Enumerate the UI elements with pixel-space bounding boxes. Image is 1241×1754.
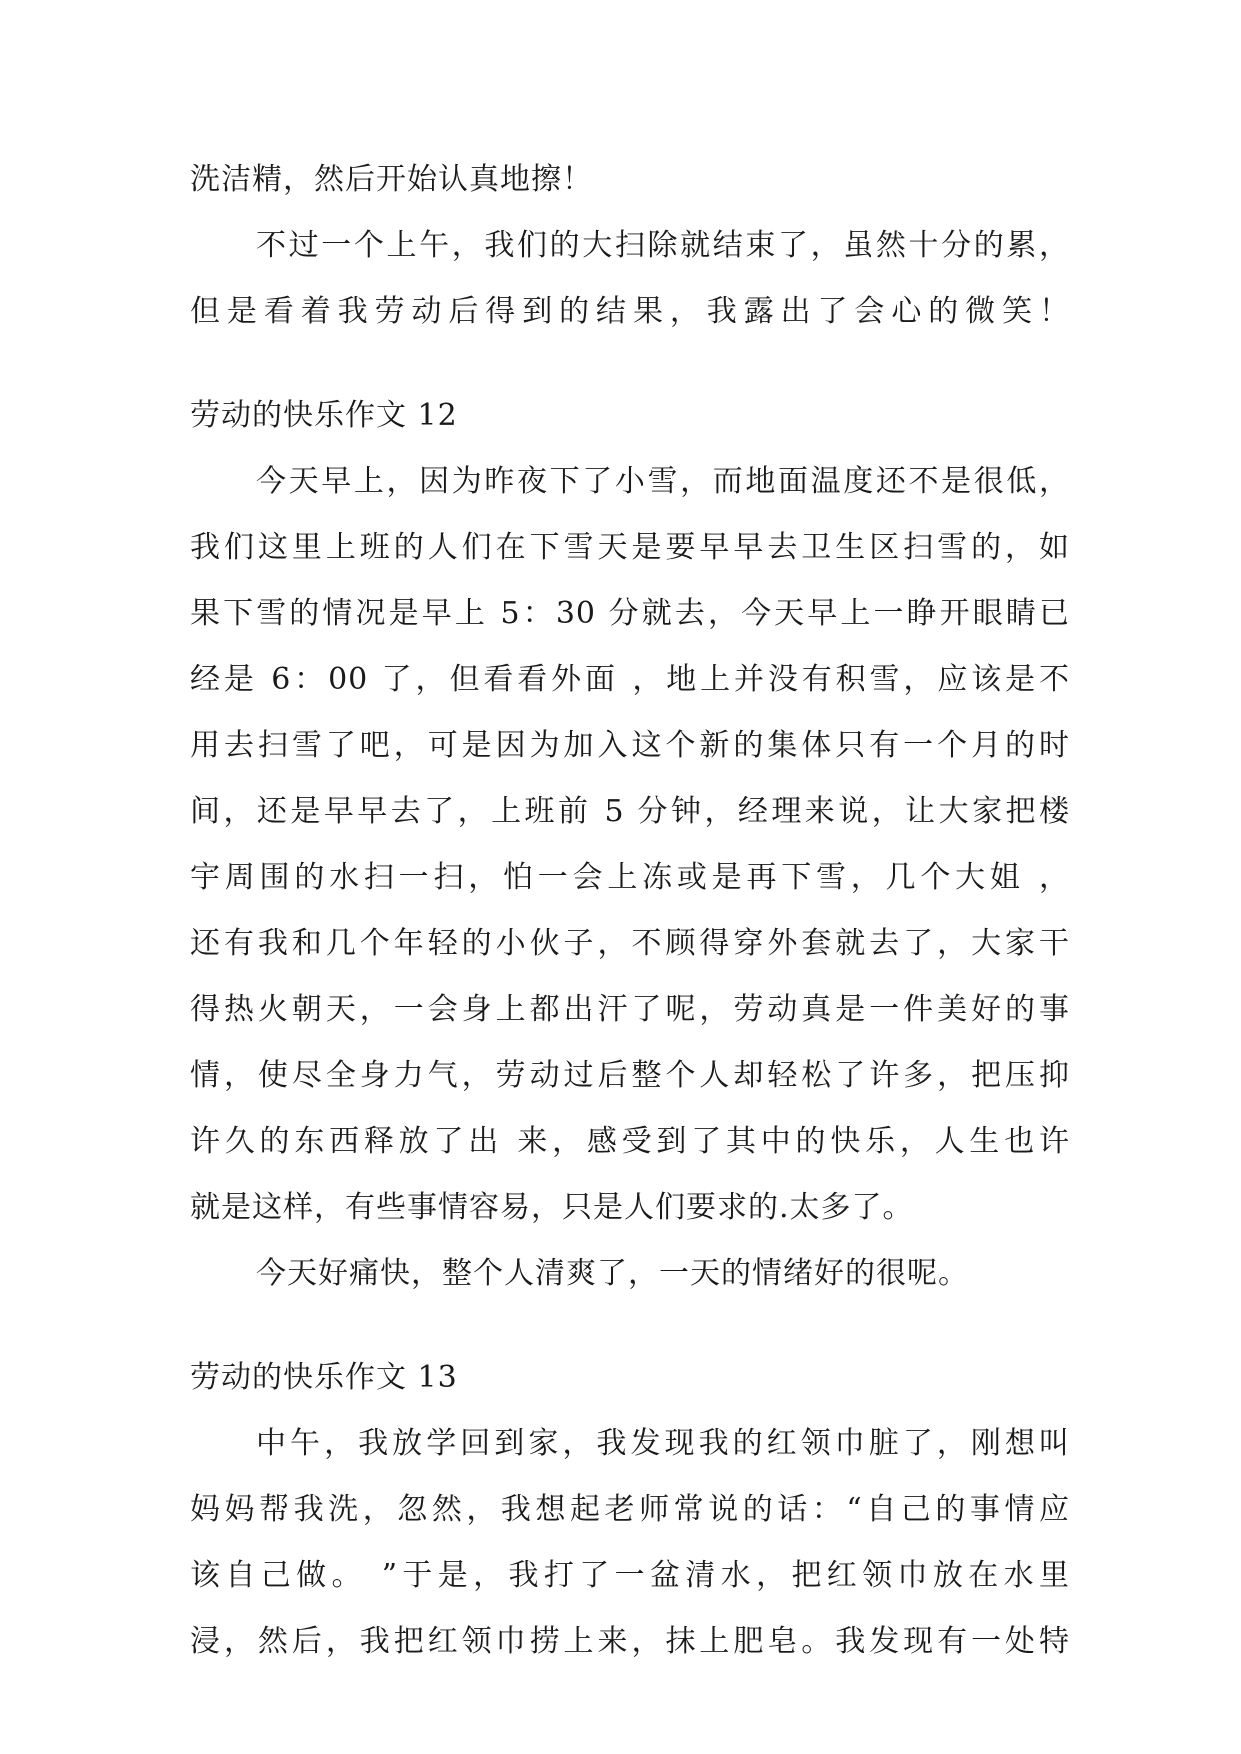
paragraph-line: 许久的东西释放了出 来，感受到了其中的快乐，人生也许	[190, 1124, 1070, 1159]
paragraph-line: 情，使尽全身力气，劳动过后整个人却轻松了许多，把压抑	[190, 1058, 1070, 1093]
paragraph-line: 得热火朝天，一会身上都出汗了呢，劳动真是一件美好的事	[190, 992, 1070, 1027]
paragraph-line: 果下雪的情况是早上 5：30 分就去，今天早上一睁开眼睛已	[190, 596, 1070, 631]
paragraph-line: 妈妈帮我洗，忽然，我想起老师常说的话：“自己的事情应	[190, 1492, 1070, 1527]
paragraph-line: 该自己做。 ”于是，我打了一盆清水，把红领巾放在水里	[190, 1558, 1070, 1593]
paragraph-line: 经是 6：00 了，但看看外面 ，地上并没有积雪，应该是不	[190, 662, 1070, 697]
paragraph-line: 还有我和几个年轻的小伙子，不顾得穿外套就去了，大家干	[190, 926, 1070, 961]
paragraph-line: 但是看着我劳动后得到的结果，我露出了会心的微笑！	[190, 294, 1070, 329]
paragraph-line: 不过一个上午，我们的大扫除就结束了，虽然十分的累，	[256, 228, 1070, 263]
paragraph-line: 今天好痛快，整个人清爽了，一天的情绪好的很呢。	[256, 1256, 969, 1291]
paragraph-line: 中午，我放学回到家，我发现我的红领巾脏了，刚想叫	[256, 1426, 1070, 1461]
paragraph-line: 用去扫雪了吧，可是因为加入这个新的集体只有一个月的时	[190, 728, 1070, 763]
paragraph-line: 就是这样，有些事情容易，只是人们要求的.太多了。	[190, 1190, 914, 1225]
paragraph-line: 今天早上，因为昨夜下了小雪，而地面温度还不是很低，	[256, 464, 1070, 499]
essay-title: 劳动的快乐作文 12	[190, 398, 458, 433]
paragraph-line: 浸，然后，我把红领巾捞上来，抹上肥皂。我发现有一处特	[190, 1624, 1070, 1659]
essay-title: 劳动的快乐作文 13	[190, 1360, 458, 1395]
paragraph-line: 洗洁精，然后开始认真地擦！	[190, 162, 593, 197]
paragraph-line: 我们这里上班的人们在下雪天是要早早去卫生区扫雪的，如	[190, 530, 1070, 565]
paragraph-line: 宇周围的水扫一扫，怕一会上冻或是再下雪，几个大姐 ，	[190, 860, 1070, 895]
paragraph-line: 间，还是早早去了，上班前 5 分钟，经理来说，让大家把楼	[190, 794, 1070, 829]
